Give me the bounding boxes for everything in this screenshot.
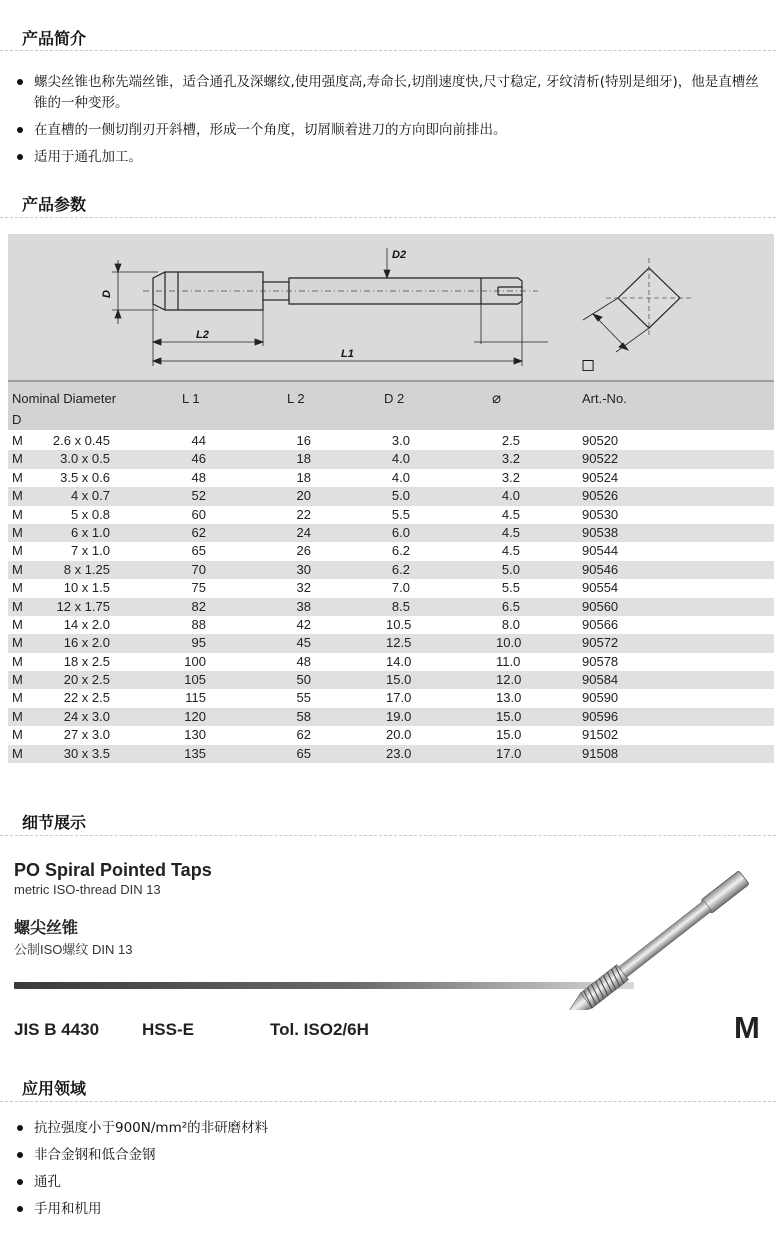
row-thread-type: M [12,524,23,540]
row-art-no: 90578 [582,653,619,669]
row-art-no: 90554 [582,580,619,596]
table-header [8,380,774,430]
table-row [8,561,774,579]
row-l1: 46 [191,451,206,467]
row-l2: 42 [296,616,311,632]
row-thread-type: M [12,506,23,522]
row-nominal-size: 12 x 1.75 [56,598,110,614]
row-d2: 17.0 [386,690,412,706]
row-art-no: 91502 [582,727,619,743]
spec-tolerance: Tol. ISO2/6H [270,1020,369,1039]
spec-material: HSS-E [142,1020,194,1039]
row-thread-type: M [12,561,23,577]
row-square: 8.0 [501,616,520,632]
row-l2: 18 [296,451,311,467]
row-l1: 44 [191,433,206,448]
row-square: 10.0 [496,635,522,651]
row-thread-type: M [12,690,23,706]
row-thread-type: M [12,616,23,632]
table-row [8,708,774,726]
row-d2: 10.5 [386,616,412,632]
application-item: 非合金钢和低合金钢 [14,1145,770,1166]
row-l2: 22 [296,506,311,522]
product-subtitle-cn: 公制ISO螺纹 DIN 13 [14,942,133,957]
detail-title: 细节展示 [22,813,87,832]
row-art-no: 90546 [582,561,619,577]
row-square: 6.5 [501,598,520,614]
row-square: 2.5 [501,433,520,448]
row-thread-type: M [12,580,23,596]
row-l2: 30 [296,561,311,577]
row-nominal-size: 3.5 x 0.6 [60,469,110,485]
row-art-no: 90520 [582,433,619,448]
row-d2: 6.2 [391,543,410,559]
table-row [8,542,774,560]
row-l2: 48 [296,653,311,669]
row-thread-type: M [12,672,23,688]
thread-mark: M [734,1010,760,1045]
row-nominal-size: 30 x 3.5 [63,745,110,761]
intro-list [14,72,770,174]
table-row [8,469,774,487]
row-l1: 82 [191,598,206,614]
product-name-cn: 螺尖丝锥 [14,920,79,937]
row-square: 4.0 [501,488,520,504]
table-row [8,671,774,689]
row-thread-type: M [12,653,23,669]
product-name-en: PO Spiral Pointed Taps [14,860,212,880]
header-l2: L 2 [287,391,305,406]
row-l1: 120 [184,708,206,724]
row-d2: 6.2 [391,561,410,577]
row-square: 11.0 [496,653,521,669]
row-l1: 100 [184,653,206,669]
row-thread-type: M [12,451,23,467]
header-nominal: Nominal Diameter [12,391,117,406]
row-l1: 105 [184,672,206,688]
row-d2: 6.0 [391,524,410,540]
row-d2: 7.0 [391,580,410,596]
params-divider [0,217,776,218]
row-l1: 62 [191,524,206,540]
row-nominal-size: 18 x 2.5 [63,653,110,669]
row-square: 15.0 [496,708,522,724]
application-item: 抗拉强度小于900N/mm²的非研磨材料 [14,1118,770,1139]
row-l2: 55 [296,690,311,706]
application-list [14,1118,770,1226]
table-row [8,524,774,542]
row-art-no: 90526 [582,488,619,504]
product-subtitle-en: metric ISO-thread DIN 13 [14,882,161,897]
row-l1: 75 [191,580,206,596]
row-nominal-size: 16 x 2.0 [63,635,110,651]
row-nominal-size: 5 x 0.8 [70,506,110,522]
row-l1: 52 [191,488,206,504]
row-l1: 135 [184,745,206,761]
row-square: 12.0 [496,672,522,688]
row-l2: 26 [296,543,311,559]
intro-item: 适用于通孔加工。 [14,147,770,168]
row-thread-type: M [12,727,23,743]
row-square: 15.0 [496,727,522,743]
application-divider [0,1101,776,1102]
table-row [8,579,774,597]
row-nominal-size: 3.0 x 0.5 [60,451,110,467]
label-l2: L2 [196,329,209,341]
row-square: 17.0 [496,745,522,761]
row-nominal-size: 20 x 2.5 [63,672,110,688]
row-nominal-size: 10 x 1.5 [63,580,110,596]
row-nominal-size: 22 x 2.5 [63,690,110,706]
row-thread-type: M [12,469,23,485]
row-art-no: 90544 [582,543,619,559]
row-l1: 88 [191,616,206,632]
table-row [8,432,774,450]
row-d2: 23.0 [386,745,412,761]
row-d2: 20.0 [386,727,412,743]
table-row [8,616,774,634]
table-row [8,745,774,763]
row-l2: 65 [296,745,311,761]
row-nominal-size: 2.6 x 0.45 [52,433,110,448]
row-l1: 95 [191,635,206,651]
header-nominal-sub: D [12,412,22,427]
row-thread-type: M [12,543,23,559]
row-art-no: 90538 [582,524,619,540]
row-nominal-size: 14 x 2.0 [63,616,110,632]
row-l2: 32 [296,580,311,596]
row-l1: 70 [191,561,206,577]
row-square: 4.5 [501,506,520,522]
row-d2: 14.0 [386,653,412,669]
intro-item: 在直槽的一侧切削刃开斜槽，形成一个角度，切屑顺着进刀的方向即向前排出。 [14,120,770,141]
header-art: Art.-No. [582,391,627,406]
table-body [8,432,774,763]
row-d2: 12.5 [386,635,412,651]
row-art-no: 90590 [582,690,619,706]
row-art-no: 90522 [582,451,619,467]
row-thread-type: M [12,433,23,448]
row-l2: 45 [296,635,311,651]
row-art-no: 90584 [582,672,619,688]
row-art-no: 90596 [582,708,619,724]
row-square: 4.5 [501,524,520,540]
intro-title: 产品简介 [22,29,87,48]
row-thread-type: M [12,598,23,614]
table-row [8,634,774,652]
spec-jis: JIS B 4430 [14,1020,100,1039]
label-d: D [101,290,113,298]
row-thread-type: M [12,708,23,724]
row-thread-type: M [12,745,23,761]
row-l1: 130 [184,727,206,743]
application-item: 通孔 [14,1172,770,1193]
row-l2: 50 [296,672,311,688]
row-l2: 58 [296,708,311,724]
row-l2: 20 [296,488,311,504]
row-art-no: 90524 [582,469,619,485]
table-row [8,506,774,524]
tap-illustration [566,860,776,1010]
row-l2: 18 [296,469,311,485]
row-art-no: 90572 [582,635,619,651]
row-l1: 48 [191,469,206,485]
row-d2: 15.0 [386,672,412,688]
application-item: 手用和机用 [14,1199,770,1220]
gradient-bar [14,982,634,989]
row-d2: 4.0 [391,469,410,485]
row-d2: 4.0 [391,451,410,467]
table-row [8,598,774,616]
label-l1: L1 [341,348,354,360]
row-d2: 8.5 [391,598,410,614]
row-d2: 5.5 [391,506,410,522]
row-nominal-size: 6 x 1.0 [70,524,110,540]
row-l1: 115 [185,690,206,706]
row-l2: 24 [296,524,311,540]
row-l2: 16 [296,433,311,448]
row-l2: 38 [296,598,311,614]
row-l1: 60 [191,506,206,522]
row-nominal-size: 24 x 3.0 [63,708,110,724]
row-square: 4.5 [501,543,520,559]
label-square: ◻ [581,355,596,375]
row-nominal-size: 27 x 3.0 [63,727,110,743]
detail-divider [0,835,776,836]
table-row [8,487,774,505]
row-square: 3.2 [501,451,520,467]
row-art-no: 90530 [582,506,619,522]
tap-dimension-drawing [8,234,774,380]
header-square: ⌀ [492,390,502,407]
header-l1: L 1 [182,391,200,406]
row-d2: 5.0 [391,488,410,504]
intro-divider [0,50,776,51]
row-nominal-size: 7 x 1.0 [70,543,110,559]
intro-item: 螺尖丝锥也称先端丝锥，适合通孔及深螺纹,使用强度高,寿命长,切削速度快,尺寸稳定, 牙纹清析(特别是细牙)，他是直槽丝锥的一种变形。 [14,72,770,114]
row-d2: 19.0 [386,708,412,724]
row-square: 5.5 [501,580,520,596]
table-row [8,726,774,744]
row-art-no: 91508 [582,745,619,761]
row-thread-type: M [12,488,23,504]
row-square: 13.0 [496,690,522,706]
header-d2: D 2 [384,391,405,406]
row-art-no: 90566 [582,616,619,632]
params-panel [8,234,774,780]
row-square: 5.0 [501,561,520,577]
row-l1: 65 [191,543,206,559]
table-row [8,689,774,707]
row-art-no: 90560 [582,598,619,614]
params-title: 产品参数 [22,195,87,214]
row-thread-type: M [12,635,23,651]
tap-drawing-svg [8,234,774,380]
row-d2: 3.0 [391,433,410,448]
row-square: 3.2 [501,469,520,485]
label-d2: D2 [392,249,407,261]
row-nominal-size: 4 x 0.7 [70,488,110,504]
application-title: 应用领域 [22,1079,87,1098]
row-l2: 62 [296,727,311,743]
table-row [8,653,774,671]
row-nominal-size: 8 x 1.25 [63,561,110,577]
table-row [8,450,774,468]
